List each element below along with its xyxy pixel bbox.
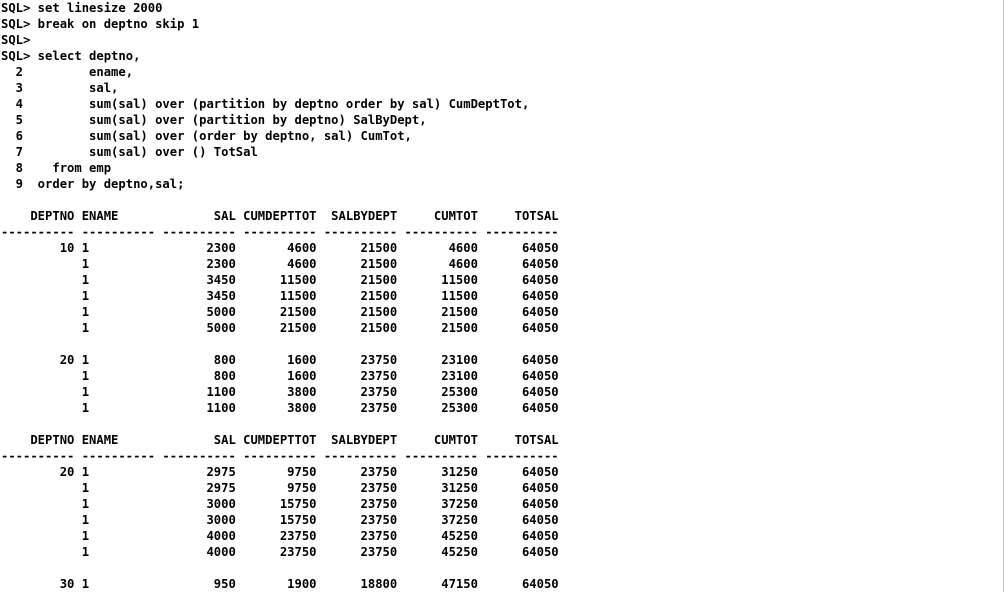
terminal-line: 1 2975 9750 23750 31250 64050 — [1, 481, 559, 495]
terminal-line: SQL> set linesize 2000 — [1, 1, 163, 15]
terminal-line: 4 sum(sal) over (partition by deptno order by sal) CumDeptTot, — [1, 97, 530, 111]
terminal-line: 20 1 2975 9750 23750 31250 64050 — [1, 465, 559, 479]
terminal-line: ---------- ---------- ---------- ---------- ---------- ---------- ---------- — [1, 449, 559, 463]
terminal-line: DEPTNO ENAME SAL CUMDEPTTOT SALBYDEPT CUMTOT TOTSAL — [1, 433, 559, 447]
terminal-line: 2 ename, — [1, 65, 134, 79]
terminal-line: 5 sum(sal) over (partition by deptno) SalByDept, — [1, 113, 427, 127]
terminal-line: 1 5000 21500 21500 21500 64050 — [1, 305, 559, 319]
terminal-line: 1 5000 21500 21500 21500 64050 — [1, 321, 559, 335]
terminal-line: 1 3450 11500 21500 11500 64050 — [1, 289, 559, 303]
terminal-line: SQL> break on deptno skip 1 — [1, 17, 200, 31]
terminal-line: 30 1 950 1900 18800 47150 64050 — [1, 577, 559, 591]
terminal-line — [0, 416, 1003, 432]
terminal-line: 1 800 1600 23750 23100 64050 — [1, 369, 559, 383]
terminal-line: 1 3000 15750 23750 37250 64050 — [1, 513, 559, 527]
terminal-line — [0, 336, 1003, 352]
terminal-line: SQL> select deptno, — [1, 49, 141, 63]
terminal-line: 8 from emp — [1, 161, 112, 175]
terminal-line: 10 1 2300 4600 21500 4600 64050 — [1, 241, 559, 255]
terminal-line: SQL> — [1, 33, 31, 47]
terminal-line: 1 1100 3800 23750 25300 64050 — [1, 385, 559, 399]
terminal-line — [0, 192, 1003, 208]
terminal-line: 1 3000 15750 23750 37250 64050 — [1, 497, 559, 511]
terminal-line: 6 sum(sal) over (order by deptno, sal) CumTot, — [1, 129, 412, 143]
terminal-line — [0, 560, 1003, 576]
terminal-line: 1 2300 4600 21500 4600 64050 — [1, 257, 559, 271]
terminal-line: 1 4000 23750 23750 45250 64050 — [1, 529, 559, 543]
terminal-line: 9 order by deptno,sal; — [1, 177, 185, 191]
terminal-line: 3 sal, — [1, 81, 119, 95]
terminal-line: 7 sum(sal) over () TotSal — [1, 145, 258, 159]
terminal-line: 1 3450 11500 21500 11500 64050 — [1, 273, 559, 287]
terminal-line: ---------- ---------- ---------- ---------- ---------- ---------- ---------- — [1, 225, 559, 239]
terminal-line: 20 1 800 1600 23750 23100 64050 — [1, 353, 559, 367]
terminal-line: 1 1100 3800 23750 25300 64050 — [1, 401, 559, 415]
terminal-line: 1 4000 23750 23750 45250 64050 — [1, 545, 559, 559]
terminal-line: DEPTNO ENAME SAL CUMDEPTTOT SALBYDEPT CUMTOT TOTSAL — [1, 209, 559, 223]
